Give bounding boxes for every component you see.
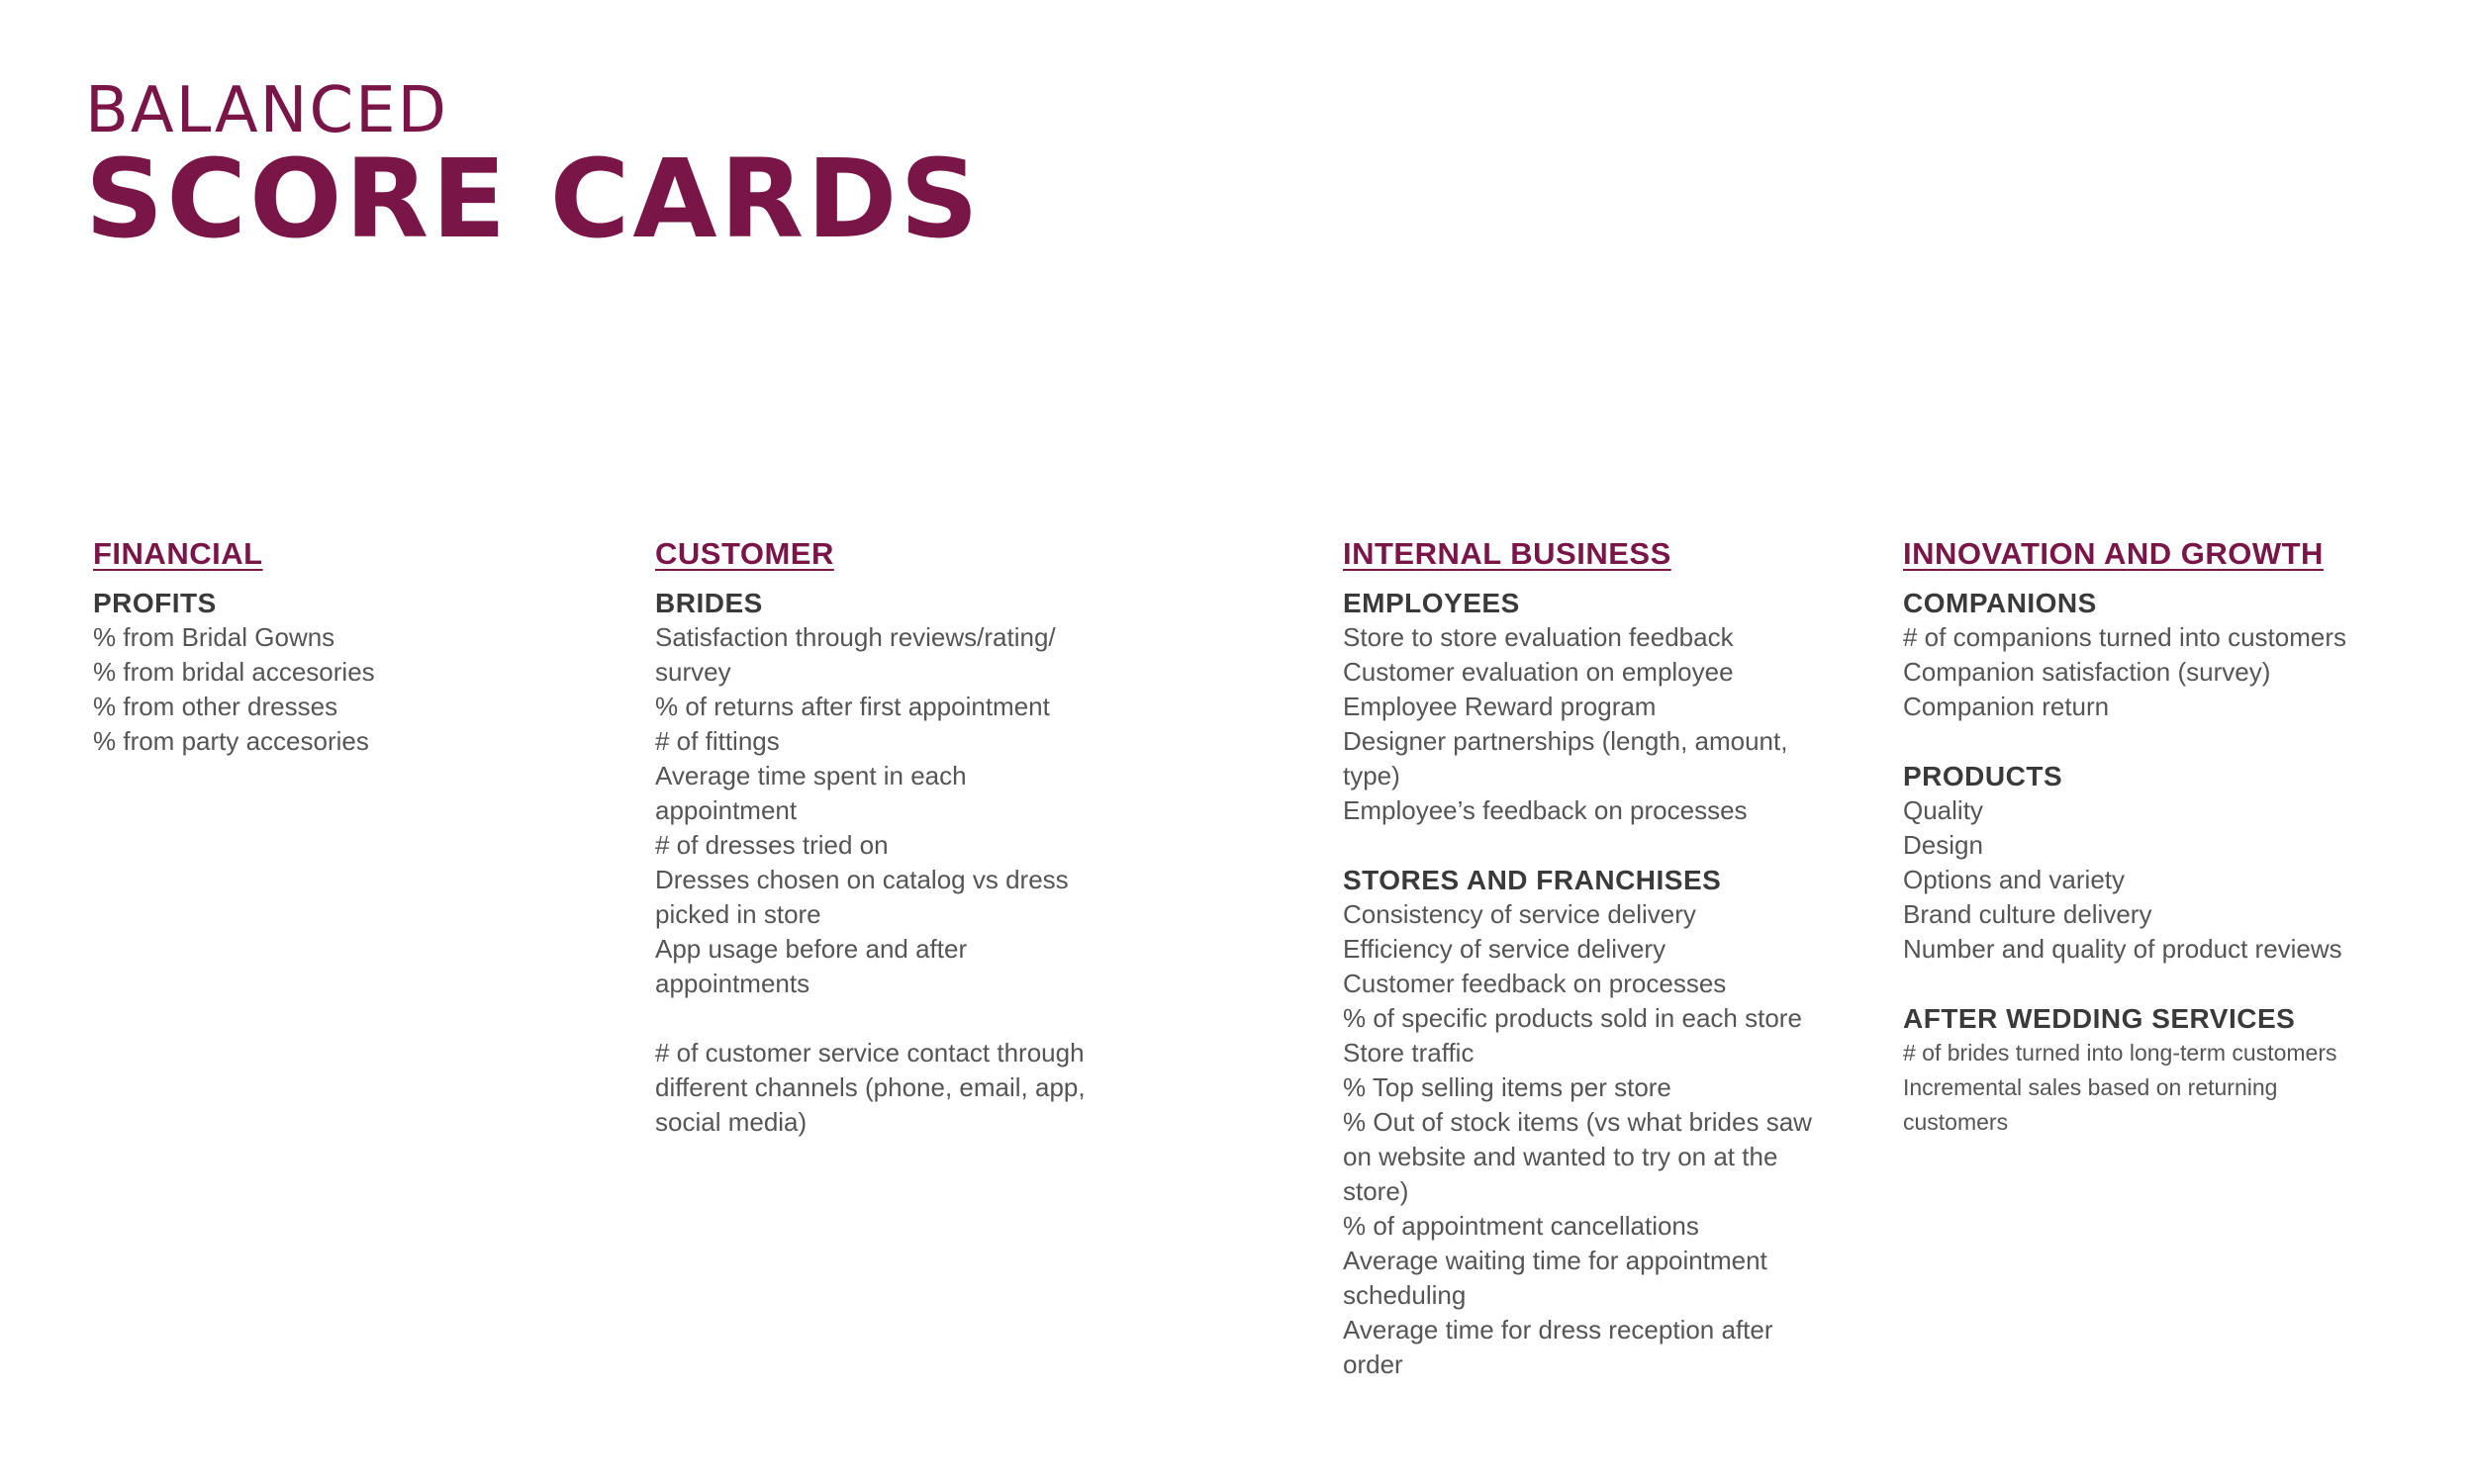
list-item: Quality (1903, 795, 1983, 825)
section-title: COMPANIONS (1903, 588, 2097, 618)
list-item: Number and quality of product reviews (1903, 934, 2342, 964)
list-item: Design (1903, 830, 1983, 860)
list-item: % of specific products sold in each store (1343, 1003, 1802, 1033)
list-item: store) (1343, 1176, 1409, 1206)
list-item: different channels (phone, email, app, (655, 1072, 1086, 1102)
list-item: survey (655, 657, 731, 687)
list-item: scheduling (1343, 1280, 1467, 1310)
section-title: STORES AND FRANCHISES (1343, 865, 1722, 895)
list-item: Options and variety (1903, 865, 2126, 894)
list-item: picked in store (655, 899, 821, 929)
list-item: Companion satisfaction (survey) (1903, 657, 2271, 687)
list-item: Average waiting time for appointment (1343, 1246, 1767, 1275)
list-item: Satisfaction through reviews/rating/ (655, 622, 1056, 652)
column-heading-financial: FINANCIAL (93, 536, 263, 571)
list-item: Employee’s feedback on processes (1343, 795, 1748, 825)
list-item: Customer feedback on processes (1343, 969, 1727, 998)
page-title-line1: BALANCED (85, 74, 448, 147)
list-item: Incremental sales based on returning (1903, 1074, 2278, 1100)
column-heading-innovation-and-growth: INNOVATION AND GROWTH (1903, 536, 2324, 571)
section-title: PRODUCTS (1903, 761, 2063, 791)
section-stores-and-franchises (1343, 863, 1812, 1382)
list-item: Brand culture delivery (1903, 899, 2152, 929)
list-item: Efficiency of service delivery (1343, 934, 1666, 964)
list-item: # of fittings (655, 726, 780, 756)
section-profits (93, 586, 375, 759)
list-item: % Out of stock items (vs what brides saw (1343, 1107, 1812, 1137)
section-title: EMPLOYEES (1343, 588, 1520, 618)
page-title-line2: SCORE CARDS (85, 136, 982, 262)
list-item: Consistency of service delivery (1343, 899, 1696, 929)
list-item: order (1343, 1349, 1403, 1379)
section-employees (1343, 586, 1812, 828)
list-item: # of companions turned into customers (1903, 622, 2347, 652)
list-item: % from other dresses (93, 692, 338, 721)
list-item: # of customer service contact through (655, 1038, 1085, 1067)
list-item: % from bridal accesories (93, 657, 375, 687)
list-item: % of appointment cancellations (1343, 1211, 1699, 1241)
column-heading-customer: CUSTOMER (655, 536, 834, 571)
list-item: % from Bridal Gowns (93, 622, 335, 652)
list-item: Companion return (1903, 692, 2110, 721)
column-innovation-and-growth (1903, 534, 2346, 1174)
list-item: customers (1903, 1109, 2009, 1135)
section-companions (1903, 586, 2346, 724)
section-title: PROFITS (93, 588, 217, 618)
list-item: % of returns after first appointment (655, 692, 1050, 721)
list-item: # of dresses tried on (655, 830, 889, 860)
list-item: type) (1343, 761, 1400, 790)
list-item: Designer partnerships (length, amount, (1343, 726, 1788, 756)
list-item: % Top selling items per store (1343, 1072, 1671, 1102)
list-item: Customer evaluation on employee (1343, 657, 1734, 687)
section-title: AFTER WEDDING SERVICES (1903, 1003, 2296, 1034)
list-item: social media) (655, 1107, 808, 1137)
list-item: Average time for dress reception after (1343, 1315, 1773, 1345)
list-item: Dresses chosen on catalog vs dress (655, 865, 1069, 894)
section-brides (655, 586, 1086, 1140)
list-item: App usage before and after (655, 934, 968, 964)
list-item: appointments (655, 969, 810, 998)
column-financial (93, 534, 375, 793)
list-item: # of brides turned into long-term customers (1903, 1040, 2337, 1066)
section-after-wedding-services (1903, 1001, 2346, 1140)
page-title (85, 74, 982, 262)
column-customer (655, 534, 1086, 1174)
list-item: on website and wanted to try on at the (1343, 1142, 1778, 1171)
list-item: appointment (655, 795, 798, 825)
section-products (1903, 759, 2346, 967)
list-item: Store traffic (1343, 1038, 1475, 1067)
section-title: BRIDES (655, 588, 763, 618)
list-item: Store to store evaluation feedback (1343, 622, 1734, 652)
list-item: Average time spent in each (655, 761, 967, 790)
list-item: % from party accesories (93, 726, 369, 756)
column-internal-business (1343, 534, 1812, 1417)
list-item: Employee Reward program (1343, 692, 1657, 721)
column-heading-internal-business: INTERNAL BUSINESS (1343, 536, 1671, 571)
